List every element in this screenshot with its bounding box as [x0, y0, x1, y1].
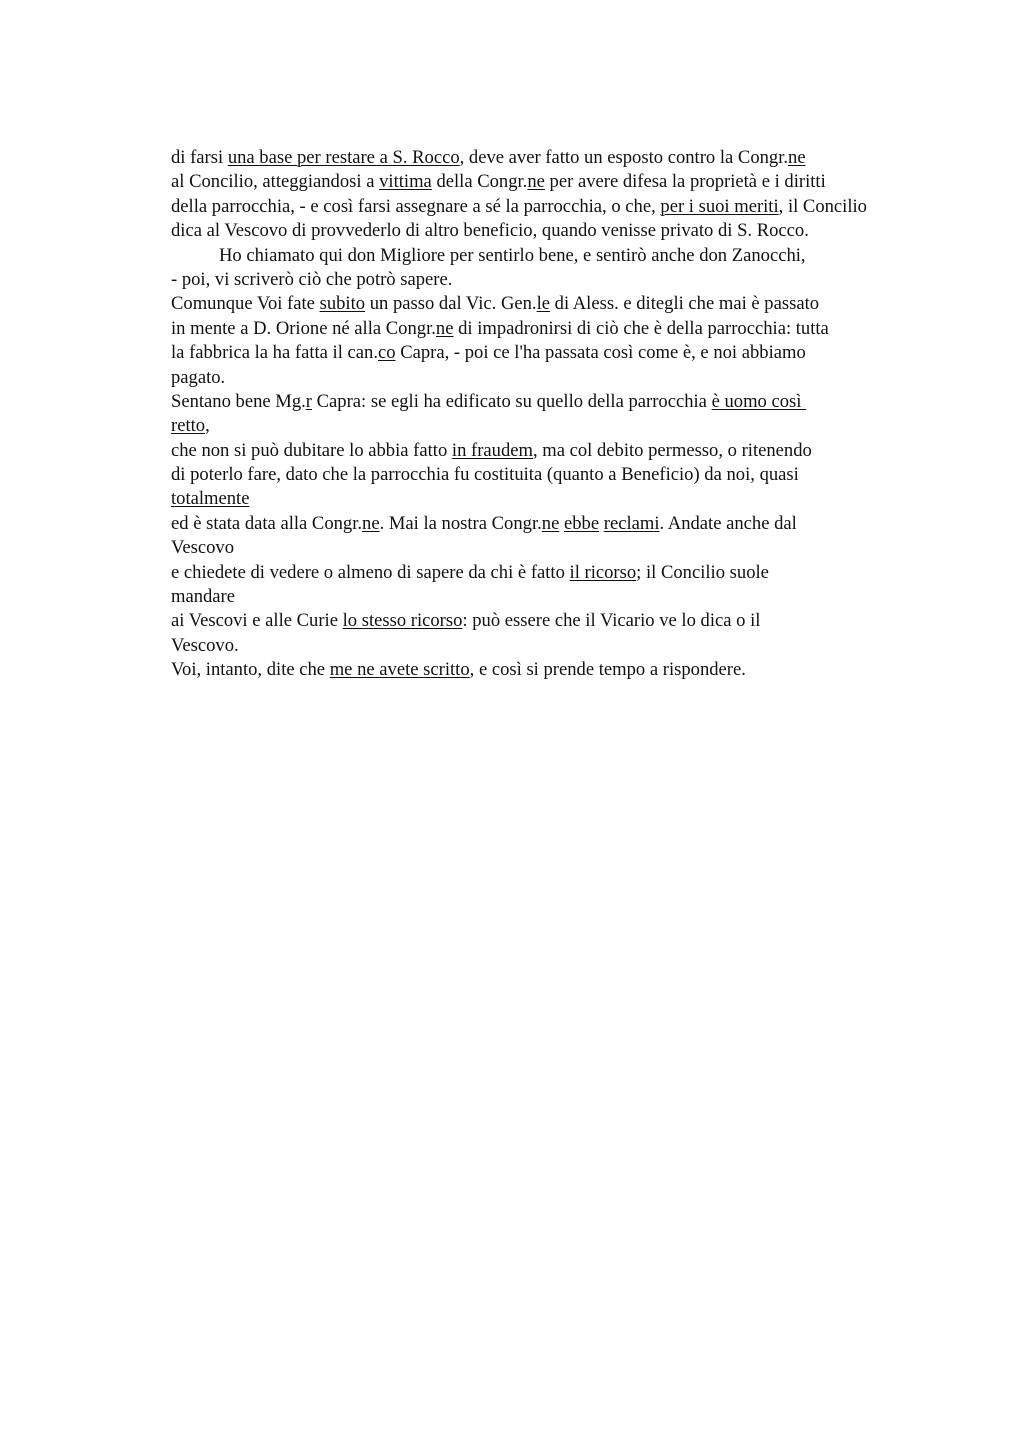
text-segment: , — [205, 415, 210, 437]
text-segment: - poi, vi scriverò ciò che potrò sapere. — [171, 268, 453, 290]
text-line — [171, 219, 971, 243]
text-line — [171, 195, 971, 219]
text-segment: mandare — [171, 586, 236, 608]
text-line — [171, 366, 971, 390]
text-line — [171, 561, 971, 585]
underlined-text: lo stesso ricorso — [342, 610, 463, 632]
text-segment: di impadronirsi di ciò che è della parrocchia: tutta — [453, 317, 829, 339]
text-segment: per avere difesa la proprietà e i diritti — [544, 171, 826, 193]
text-line — [171, 609, 971, 633]
text-segment: , deve aver fatto un esposto contro la Congr. — [459, 147, 789, 168]
underlined-text: co — [378, 342, 396, 364]
text-line — [171, 463, 971, 487]
text-line — [171, 146, 971, 170]
text-segment: , il Concilio — [778, 195, 867, 217]
text-line — [171, 512, 971, 536]
text-line — [171, 536, 971, 560]
text-segment: la fabbrica la ha fatta il can. — [171, 342, 378, 364]
text-segment: della parrocchia, - e così farsi assegnare a sé la parrocchia, o che, — [171, 195, 661, 217]
text-segment: Comunque Voi fate — [171, 293, 320, 315]
underlined-text: per i suoi meriti — [660, 195, 779, 217]
text-segment: un passo dal Vic. Gen. — [365, 293, 537, 315]
text-line — [171, 414, 971, 438]
text-segment: che non si può dubitare lo abbia fatto — [171, 439, 452, 461]
text-line — [171, 244, 971, 268]
text-segment: dica al Vescovo di provvederlo di altro beneficio, quando venisse privato di S. Rocco. — [171, 220, 809, 242]
underlined-text: subito — [319, 293, 366, 315]
text-line — [171, 268, 971, 292]
text-segment: della Congr. — [431, 171, 528, 193]
text-line — [171, 487, 971, 511]
underlined-text: in fraudem — [451, 439, 533, 461]
text-segment: al Concilio, atteggiandosi a — [171, 171, 380, 193]
text-segment: di poterlo fare, dato che la parrocchia fu costituita (quanto a Beneficio) da noi, quasi — [171, 464, 799, 486]
underlined-text: è uomo così — [711, 390, 807, 412]
underlined-text: ne — [362, 512, 380, 534]
text-line — [171, 317, 971, 341]
text-line — [171, 634, 971, 658]
text-segment: di farsi — [171, 147, 228, 168]
text-segment: Vescovo. — [171, 634, 239, 656]
text-segment: ed è stata data alla Congr. — [171, 512, 363, 534]
text-segment: e chiedete di vedere o almeno di sapere da chi è fatto — [171, 561, 570, 583]
text-segment: , e così si prende tempo a rispondere. — [469, 659, 746, 681]
text-line — [171, 658, 971, 682]
underlined-text: una base per restare a S. Rocco — [227, 147, 460, 168]
underlined-text: vittima — [379, 171, 432, 193]
text-segment: Voi, intanto, dite che — [171, 659, 330, 681]
text-segment: . Mai la nostra Congr. — [379, 512, 542, 534]
text-line — [171, 439, 971, 463]
text-segment: . Andate anche dal — [659, 512, 797, 534]
underlined-text: le — [536, 293, 551, 315]
underlined-text: reclami — [603, 512, 660, 534]
underlined-text: il ricorso — [569, 561, 637, 583]
text-segment: : può essere che il Vicario ve lo dica o il — [462, 610, 761, 632]
text-line — [171, 341, 971, 365]
text-segment: pagato. — [171, 366, 226, 388]
text-segment: di Aless. e ditegli che mai è passato — [550, 293, 820, 315]
text-segment: , ma col debito permesso, o ritenendo — [532, 439, 812, 461]
text-segment: ; il Concilio suole — [636, 561, 769, 583]
text-line — [171, 390, 971, 414]
text-line — [171, 170, 971, 194]
underlined-text: ne — [788, 147, 806, 168]
letter-body — [171, 146, 971, 683]
text-segment: Sentano bene Mg. — [171, 390, 306, 412]
text-segment: Ho chiamato qui don Migliore per sentirlo bene, e sentirò anche don Zanocchi, — [219, 244, 806, 266]
underlined-text: ne — [527, 171, 545, 193]
text-segment: ai Vescovi e alle Curie — [171, 610, 343, 632]
underlined-text: ne — [541, 512, 560, 534]
text-segment: Capra, - poi ce l'ha passata così come è, e noi abbiamo — [395, 342, 806, 364]
underlined-text: totalmente — [171, 488, 250, 510]
text-line — [171, 292, 971, 316]
text-segment: in mente a D. Orione né alla Congr. — [171, 317, 436, 339]
text-segment: Vescovo — [171, 537, 234, 559]
underlined-text: ne — [435, 317, 454, 339]
underlined-text: r — [305, 390, 312, 412]
underlined-text: me ne avete scritto — [329, 659, 470, 681]
text-line — [171, 585, 971, 609]
underlined-text: ebbe — [563, 512, 600, 534]
underlined-text: retto — [171, 415, 206, 437]
text-segment: Capra: se egli ha edificato su quello della parrocchia — [311, 390, 712, 412]
